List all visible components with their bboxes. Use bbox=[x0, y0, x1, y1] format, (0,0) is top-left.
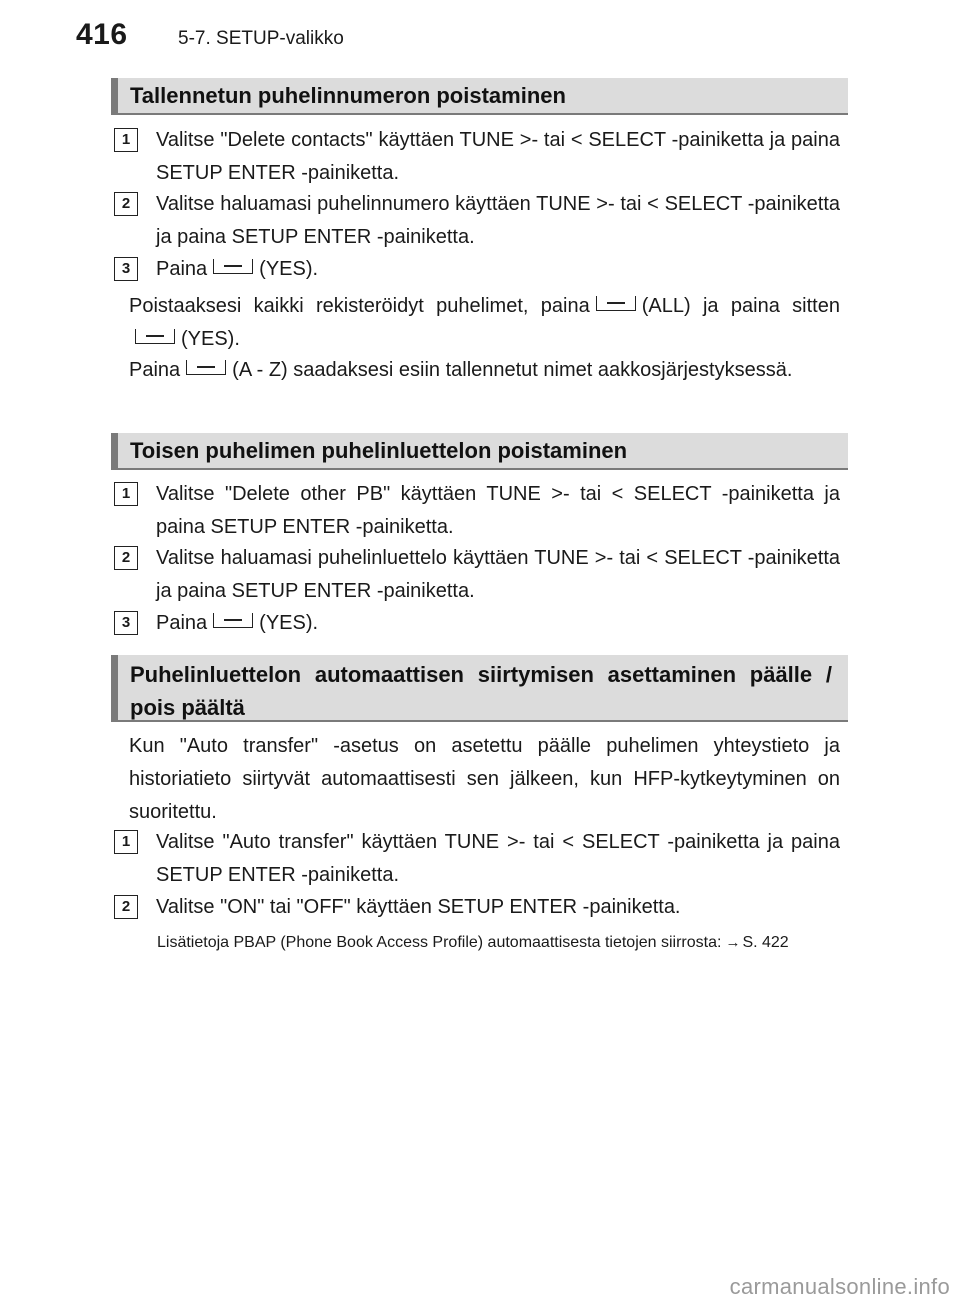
note-body: Lisätietoja PBAP (Phone Book Access Profile) automaattisesta tietojen siirrosta: bbox=[157, 934, 722, 951]
step-text: Valitse "Auto transfer" käyttäen TUNE >- tai < SELECT -painiketta ja paina SETUP ENTER -painiketta. bbox=[156, 831, 840, 886]
step-text-pre: Paina bbox=[156, 612, 208, 634]
page-number: 416 bbox=[76, 18, 128, 51]
arrow-right-icon: → bbox=[725, 934, 741, 951]
step-number: 1 bbox=[114, 482, 138, 506]
paragraph-text-post: (YES). bbox=[181, 328, 240, 350]
step-text: Valitse "ON" tai "OFF" käyttäen SETUP ENTER -painiketta. bbox=[156, 896, 681, 918]
softkey-button-icon bbox=[596, 296, 636, 311]
step-text: Valitse haluamasi puhelinluettelo käyttäen TUNE >- tai < SELECT -painiketta ja paina SETUP ENTER -painiketta. bbox=[156, 547, 840, 602]
section-title: Toisen puhelimen puhelinluettelon poistaminen bbox=[130, 437, 628, 463]
step-number: 3 bbox=[114, 257, 138, 281]
section-header-delete-number bbox=[111, 78, 848, 115]
paragraph-text bbox=[129, 354, 840, 387]
paragraph-text-pre: Paina bbox=[129, 359, 181, 381]
section-title: Tallennetun puhelinnumeron poistaminen bbox=[130, 82, 566, 108]
page-reference-link[interactable]: S. 422 bbox=[742, 934, 789, 951]
step-text: Valitse "Delete contacts" käyttäen TUNE >- tai < SELECT -painiketta ja paina SETUP ENTER -painiketta. bbox=[156, 129, 840, 184]
paragraph-text bbox=[129, 290, 840, 356]
section-header-delete-phonebook bbox=[111, 433, 848, 470]
softkey-button-icon bbox=[213, 613, 253, 628]
step-number: 1 bbox=[114, 830, 138, 854]
step-number: 2 bbox=[114, 546, 138, 570]
chapter-title: 5-7. SETUP-valikko bbox=[178, 28, 344, 49]
step-text: Valitse "Delete other PB" käyttäen TUNE >- tai < SELECT -painiketta ja paina SETUP ENTER -painiketta. bbox=[156, 483, 840, 538]
softkey-button-icon bbox=[213, 259, 253, 274]
watermark: carmanualsonline.info bbox=[729, 1274, 950, 1299]
step-number: 2 bbox=[114, 895, 138, 919]
paragraph-text-post: (A - Z) saadaksesi esiin tallennetut nimet aakkosjärjestyksessä. bbox=[232, 359, 793, 381]
section-title: Puhelinluettelon automaattisen siirtymisen asettaminen päälle / pois päältä bbox=[130, 662, 832, 720]
softkey-button-icon bbox=[186, 360, 226, 375]
paragraph-text-mid: (ALL) ja paina sitten bbox=[641, 295, 840, 317]
step-number: 2 bbox=[114, 192, 138, 216]
step-text-post: (YES). bbox=[259, 258, 319, 280]
step-number: 1 bbox=[114, 128, 138, 152]
step-text-post: (YES). bbox=[259, 612, 319, 634]
step-text: Valitse haluamasi puhelinnumero käyttäen TUNE >- tai < SELECT -painiketta ja paina SETUP ENTER -painiketta. bbox=[156, 193, 840, 248]
note-text bbox=[157, 932, 840, 954]
step-text-pre: Paina bbox=[156, 258, 208, 280]
section-header-auto-transfer bbox=[111, 655, 848, 722]
step-text bbox=[156, 253, 840, 286]
softkey-button-icon bbox=[135, 329, 175, 344]
paragraph-text: Kun "Auto transfer" -asetus on asetettu päälle puhelimen yhteystieto ja historiatieto siirtyvät automaattisesti sen jälkeen, kun HFP-kytkeytyminen on suoritettu. bbox=[129, 735, 840, 823]
paragraph-text-pre: Poistaaksesi kaikki rekisteröidyt puhelimet, paina bbox=[129, 295, 590, 317]
step-text bbox=[156, 607, 840, 640]
step-number: 3 bbox=[114, 611, 138, 635]
